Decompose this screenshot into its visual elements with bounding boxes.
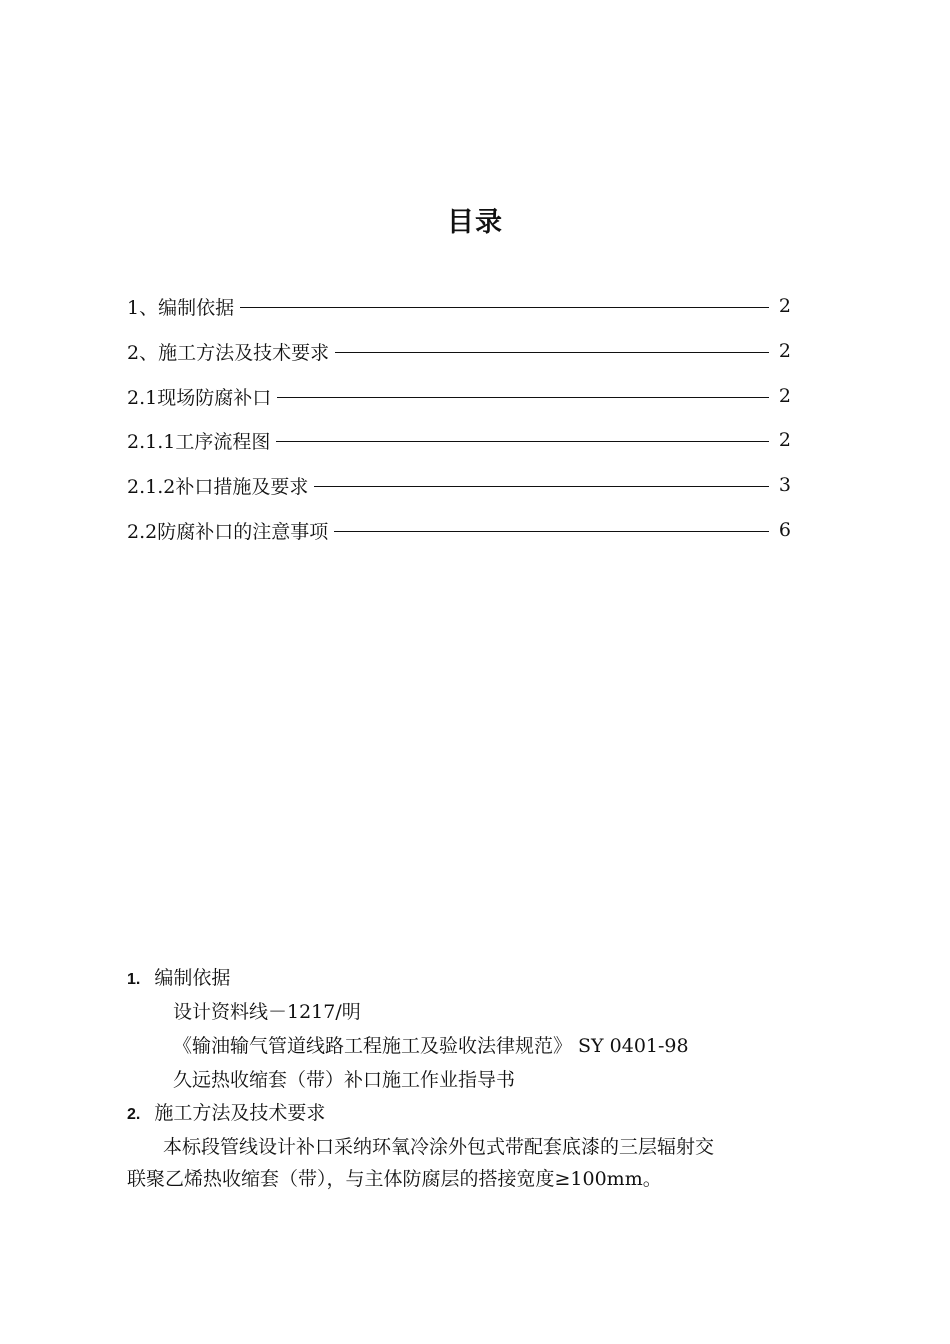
toc-entry[interactable] [127,517,791,543]
toc-leader-line [240,307,769,308]
reference-item: 《输油输气管道线路工程施工及验收法律规范》 SY 0401-98 [173,1035,689,1057]
toc-title: 目录 [447,207,503,238]
reference-item: 久远热收缩套（带）补口施工作业指导书 [173,1069,516,1091]
toc-entry-page: 6 [778,519,791,541]
toc-entry-page: 2 [778,295,791,317]
reference-item: 设计资料线－1217/明 [173,1001,361,1023]
section-2-paragraph-line: 联聚乙烯热收缩套（带），与主体防腐层的搭接宽度≥100mm。 [127,1168,662,1190]
toc-entry-page: 2 [778,340,791,362]
section-2-heading [127,1098,325,1125]
section-2-number: 2. [127,1106,141,1123]
toc-entry[interactable] [127,427,791,453]
toc-entry-label: 2.1.2补口措施及要求 [127,475,309,498]
toc-entry[interactable] [127,338,791,364]
toc-leader-line [276,441,769,442]
toc-entry-page: 3 [778,474,791,496]
section-1-title: 编制依据 [154,967,231,989]
toc-entry-page: 2 [778,429,791,451]
section-1-number: 1. [127,971,141,988]
toc-entry[interactable] [127,383,791,409]
toc-entry-label: 2.2防腐补口的注意事项 [127,520,329,543]
toc-entry-label: 2、施工方法及技术要求 [127,341,330,364]
toc-leader-line [334,531,769,532]
toc-leader-line [314,486,769,487]
section-2-title: 施工方法及技术要求 [154,1102,326,1124]
toc-entry-label: 1、编制依据 [127,296,235,319]
toc-entry-page: 2 [778,385,791,407]
toc-entry[interactable] [127,293,791,319]
toc-leader-line [277,397,769,398]
toc-entry-label: 2.1现场防腐补口 [127,386,272,409]
toc-entry[interactable] [127,472,791,498]
toc-leader-line [335,352,769,353]
toc-entry-label: 2.1.1工序流程图 [127,430,271,453]
section-1-heading [127,963,230,990]
section-2-paragraph-line: 本标段管线设计补口采纳环氧冷涂外包式带配套底漆的三层辐射交 [163,1136,715,1158]
